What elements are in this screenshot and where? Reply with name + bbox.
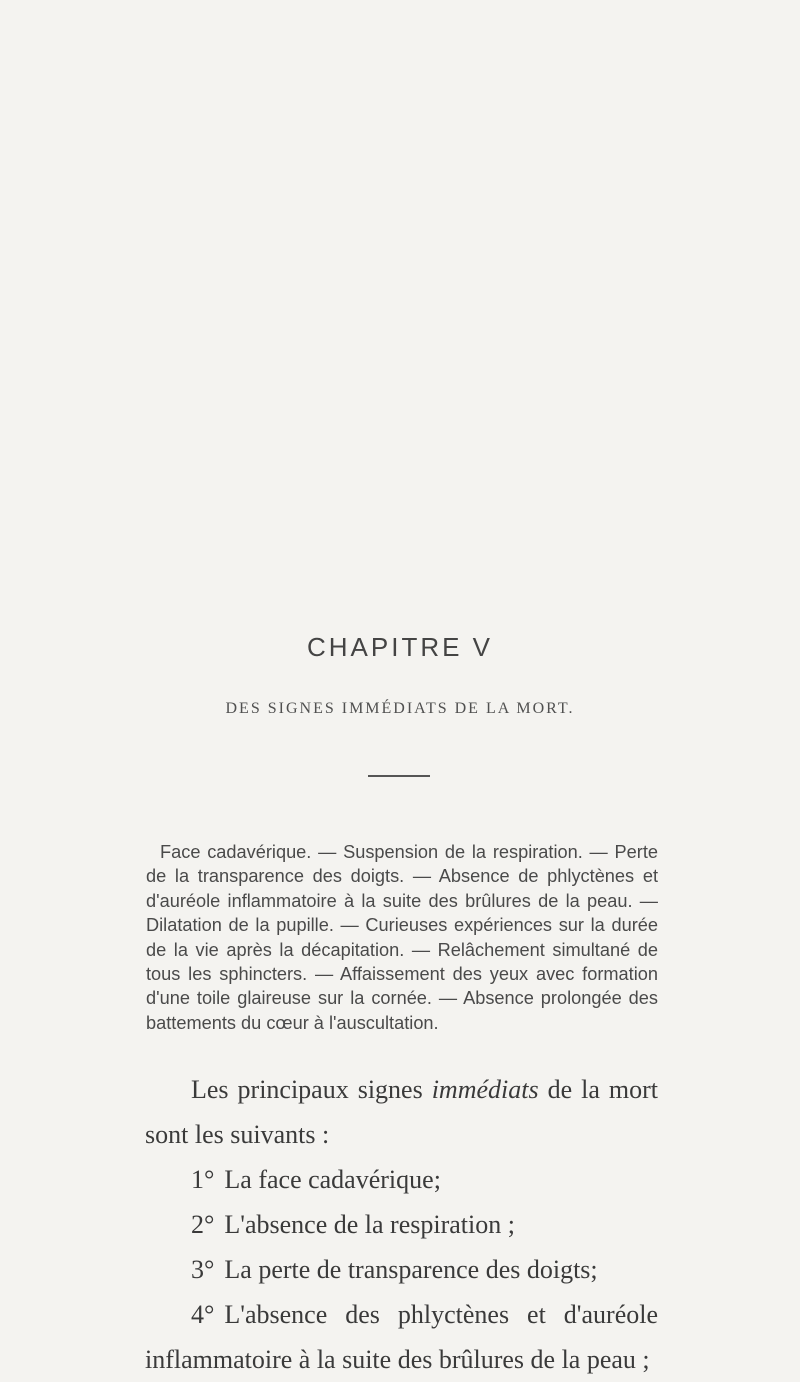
list-item-number: 4° [191,1300,215,1329]
list-item-text: La face cadavérique; [224,1165,441,1194]
chapter-title: CHAPITRE V [306,632,494,662]
body-text [145,1067,658,1382]
list-item-number: 1° [191,1165,215,1194]
chapter-summary: Face cadavérique. — Suspension de la respiration. — Perte de la transparence des doigts. — Absence de phlyctènes et d'auréole inflammatoire à la suite des brûlures de la peau. — Dilatation de la pupille. — Curieuses expériences sur la durée de la vie après la décapitation. — Relâchement simultané de tous les sphincters. — Affaissement des yeux avec formation d'une toile glaireuse sur la cornée. — Absence prolongée des battements du cœur à l'auscultation. [146,842,658,1033]
intro-after: de la mort sont les suivants : [145,1075,658,1149]
list-item-text: L'absence des phlyctènes et d'auréole inflammatoire à la suite des brûlures de la peau ; [145,1300,658,1374]
list-item [145,1247,658,1292]
list-item [145,1202,658,1247]
list-item [145,1157,658,1202]
chapter-subtitle: DES SIGNES IMMÉDIATS DE LA MORT. [225,700,575,717]
list-item-text: La perte de transparence des doigts; [224,1255,598,1284]
list-item-number: 2° [191,1210,215,1239]
intro-paragraph [145,1067,658,1157]
title-divider [368,775,430,777]
list-item [145,1292,658,1382]
list-item-text: L'absence de la respiration ; [224,1210,515,1239]
intro-before: Les principaux signes [191,1075,432,1104]
list-item-number: 3° [191,1255,215,1284]
intro-emphasis: immédiats [431,1075,539,1104]
